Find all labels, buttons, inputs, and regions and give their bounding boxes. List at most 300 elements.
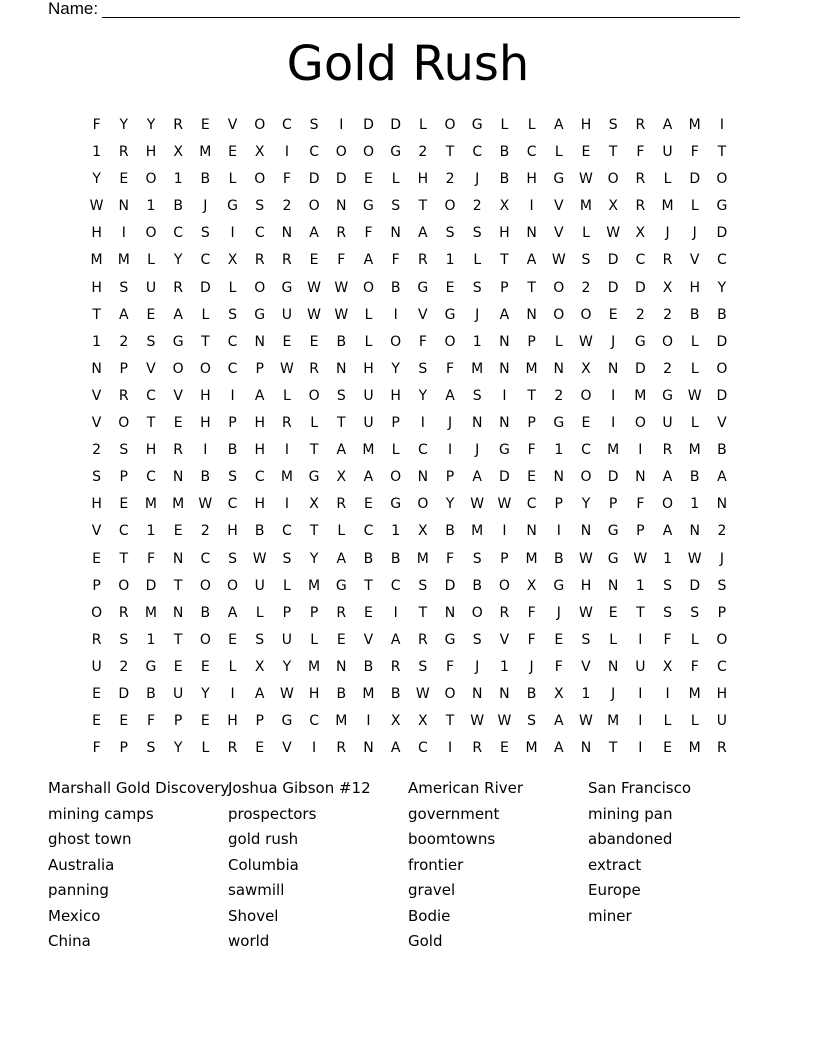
grid-cell: F xyxy=(527,442,536,459)
grid-cell: N xyxy=(471,685,483,702)
grid-cell: S xyxy=(92,469,102,486)
grid-cell: L xyxy=(228,279,237,296)
grid-cell: C xyxy=(417,442,428,459)
grid-cell: N xyxy=(417,469,429,486)
grid-cell: G xyxy=(145,658,157,675)
grid-cell: S xyxy=(255,198,265,215)
grid-cell: O xyxy=(199,577,211,594)
grid-cell: A xyxy=(118,306,129,323)
grid-cell: M xyxy=(308,577,321,594)
grid-cell: F xyxy=(146,713,155,730)
grid-cell: C xyxy=(282,117,292,133)
grid-cell: N xyxy=(471,415,483,432)
grid-cell: B xyxy=(336,685,347,702)
grid-cell: I xyxy=(638,442,643,459)
grid-cell: S xyxy=(717,577,727,594)
word-list-item: government xyxy=(408,804,500,823)
grid-cell: Y xyxy=(445,496,455,513)
word-list-item: miner xyxy=(588,906,632,925)
name-underline[interactable] xyxy=(102,2,740,18)
grid-cell: C xyxy=(227,333,238,350)
grid-cell: N xyxy=(91,360,102,377)
grid-cell: O xyxy=(362,279,374,296)
grid-cell: W xyxy=(415,685,430,702)
grid-cell: T xyxy=(92,306,101,323)
grid-cell: X xyxy=(418,523,428,540)
grid-cell: O xyxy=(417,496,429,513)
grid-cell: T xyxy=(309,442,319,459)
grid-cell: L xyxy=(690,713,699,730)
grid-cell: J xyxy=(556,604,561,621)
grid-cell: X xyxy=(336,469,347,486)
grid-cell: H xyxy=(91,496,102,513)
grid-cell: N xyxy=(336,360,347,377)
grid-cell: L xyxy=(690,415,699,432)
grid-cell: J xyxy=(611,333,616,350)
grid-cell: P xyxy=(309,604,319,621)
grid-cell: M xyxy=(362,685,375,702)
grid-cell: X xyxy=(227,252,238,269)
grid-cell: O xyxy=(607,171,619,188)
grid-cell: I xyxy=(529,198,534,215)
grid-cell: J xyxy=(475,171,480,188)
letter-grid xyxy=(83,112,736,762)
grid-cell: W xyxy=(198,496,213,513)
grid-cell: C xyxy=(227,496,238,513)
word-list-item: panning xyxy=(48,881,109,899)
grid-cell: N xyxy=(254,333,265,350)
grid-cell: E xyxy=(499,740,509,757)
grid-cell: S xyxy=(663,577,672,594)
grid-cell: B xyxy=(553,550,564,567)
grid-cell: R xyxy=(173,117,184,133)
grid-cell: S xyxy=(690,604,700,621)
page-title: Gold Rush xyxy=(286,36,530,92)
grid-cell: N xyxy=(607,577,619,594)
grid-cell: B xyxy=(526,685,537,702)
grid-cell: L xyxy=(473,252,482,269)
grid-cell: D xyxy=(716,387,728,404)
grid-cell: Y xyxy=(717,279,727,296)
grid-cell: Y xyxy=(201,685,210,702)
word-list-item: mining camps xyxy=(48,804,154,823)
grid-cell: H xyxy=(716,685,728,702)
word-list-item: sawmill xyxy=(228,881,285,899)
word-list-item: abandoned xyxy=(588,830,673,848)
grid-cell: O xyxy=(390,333,402,350)
grid-cell: N xyxy=(172,550,184,567)
grid-cell: L xyxy=(690,198,699,215)
grid-cell: L xyxy=(663,713,672,730)
grid-cell: T xyxy=(364,577,373,594)
grid-cell: O xyxy=(390,469,402,486)
grid-cell: P xyxy=(92,577,101,594)
grid-cell: M xyxy=(661,198,674,215)
grid-cell: R xyxy=(336,740,347,757)
grid-cell: E xyxy=(282,333,292,350)
grid-cell: W xyxy=(687,550,702,567)
grid-cell: O xyxy=(118,415,130,432)
grid-cell: 2 xyxy=(92,442,102,459)
grid-cell: M xyxy=(90,252,103,269)
grid-cell: R xyxy=(91,631,102,648)
grid-cell: G xyxy=(254,306,266,323)
grid-cell: Y xyxy=(282,658,292,675)
grid-cell: D xyxy=(634,360,646,377)
grid-cell: F xyxy=(364,225,373,242)
grid-cell: N xyxy=(553,469,565,486)
grid-cell: T xyxy=(608,740,618,757)
grid-cell: M xyxy=(525,740,538,757)
grid-cell: H xyxy=(91,225,102,242)
grid-cell: V xyxy=(717,415,727,432)
grid-cell: M xyxy=(144,604,158,621)
grid-cell: F xyxy=(282,171,291,188)
grid-cell: N xyxy=(553,360,565,377)
grid-cell: S xyxy=(336,387,346,404)
grid-cell: D xyxy=(499,469,510,486)
grid-cell: N xyxy=(499,333,510,350)
grid-cell: Y xyxy=(391,360,400,377)
grid-cell: E xyxy=(663,740,672,757)
grid-cell: A xyxy=(173,306,183,323)
grid-cell: B xyxy=(200,469,211,486)
grid-cell: 2 xyxy=(119,658,129,675)
grid-cell: B xyxy=(689,306,700,323)
word-list-item: American River xyxy=(408,779,524,797)
grid-cell: M xyxy=(579,198,593,215)
grid-cell: S xyxy=(418,658,428,675)
grid-cell: N xyxy=(689,523,700,540)
grid-cell: Y xyxy=(418,387,428,404)
grid-cell: P xyxy=(500,550,509,567)
grid-cell: B xyxy=(254,523,265,540)
grid-cell: Y xyxy=(119,117,129,133)
grid-cell: V xyxy=(146,360,156,377)
grid-cell: R xyxy=(472,740,483,757)
grid-cell: T xyxy=(418,604,428,621)
grid-cell: B xyxy=(200,604,211,621)
grid-cell: J xyxy=(203,198,208,215)
grid-cell: H xyxy=(254,496,265,513)
grid-cell: V xyxy=(581,658,591,675)
grid-cell: D xyxy=(716,333,728,350)
grid-cell: E xyxy=(200,658,210,675)
grid-cell: M xyxy=(117,252,130,269)
grid-cell: G xyxy=(390,144,402,161)
grid-cell: O xyxy=(362,144,374,161)
grid-cell: O xyxy=(199,631,211,648)
grid-cell: G xyxy=(227,198,238,215)
grid-cell: F xyxy=(337,252,346,269)
grid-cell: B xyxy=(227,442,238,459)
grid-cell: 1 xyxy=(391,523,401,540)
grid-cell: L xyxy=(364,333,373,350)
grid-cell: C xyxy=(472,144,483,161)
grid-cell: F xyxy=(418,333,427,350)
grid-cell: P xyxy=(554,496,563,513)
grid-cell: O xyxy=(118,577,130,594)
grid-cell: P xyxy=(527,415,536,432)
grid-cell: C xyxy=(635,252,646,269)
grid-cell: E xyxy=(309,333,319,350)
grid-cell: I xyxy=(611,387,616,404)
grid-cell: M xyxy=(308,658,321,675)
grid-cell: B xyxy=(363,550,374,567)
grid-cell: M xyxy=(471,360,484,377)
grid-cell: S xyxy=(200,225,210,242)
grid-cell: A xyxy=(336,442,347,459)
grid-cell: J xyxy=(692,225,697,242)
grid-cell: E xyxy=(364,604,373,621)
grid-cell: O xyxy=(199,360,211,377)
grid-cell: E xyxy=(200,117,210,133)
grid-cell: O xyxy=(227,577,239,594)
grid-cell: H xyxy=(145,144,157,161)
grid-cell: W xyxy=(334,306,349,323)
grid-cell: L xyxy=(582,225,590,242)
grid-cell: J xyxy=(475,658,480,675)
grid-cell: F xyxy=(446,658,455,675)
grid-cell: N xyxy=(716,496,728,513)
grid-cell: L xyxy=(255,604,264,621)
grid-cell: E xyxy=(146,306,156,323)
grid-cell: A xyxy=(363,252,374,269)
grid-cell: B xyxy=(173,198,183,215)
grid-cell: O xyxy=(444,333,456,350)
grid-cell: C xyxy=(146,387,156,404)
grid-cell: R xyxy=(662,442,673,459)
grid-cell: S xyxy=(146,333,156,350)
grid-cell: G xyxy=(634,333,646,350)
grid-cell: J xyxy=(475,442,480,459)
grid-cell: S xyxy=(472,225,482,242)
grid-cell: U xyxy=(363,387,374,404)
grid-cell: N xyxy=(336,198,347,215)
grid-cell: B xyxy=(499,144,510,161)
grid-cell: X xyxy=(254,658,265,675)
grid-cell: X xyxy=(581,360,591,377)
grid-cell: 2 xyxy=(119,333,129,350)
grid-cell: U xyxy=(662,144,673,161)
word-list-item: San Francisco xyxy=(588,779,692,797)
grid-cell: A xyxy=(336,550,347,567)
grid-cell: R xyxy=(309,360,319,377)
grid-cell: E xyxy=(119,713,129,730)
grid-cell: T xyxy=(201,333,210,350)
grid-cell: 1 xyxy=(663,550,672,567)
grid-cell: R xyxy=(173,442,184,459)
grid-cell: I xyxy=(420,415,425,432)
grid-cell: Y xyxy=(581,496,591,513)
grid-cell: F xyxy=(636,144,645,161)
grid-cell: 2 xyxy=(635,306,645,323)
grid-cell: R xyxy=(118,387,129,404)
grid-cell: G xyxy=(308,469,320,486)
grid-cell: L xyxy=(283,577,291,594)
grid-cell: W xyxy=(470,713,485,730)
grid-cell: U xyxy=(662,415,673,432)
grid-cell: W xyxy=(687,387,702,404)
grid-cell: H xyxy=(200,387,211,404)
grid-cell: D xyxy=(444,577,456,594)
grid-cell: V xyxy=(227,117,238,133)
grid-cell: W xyxy=(307,279,322,296)
grid-cell: S xyxy=(581,631,591,648)
grid-cell: R xyxy=(118,144,129,161)
grid-cell: I xyxy=(230,225,235,242)
grid-cell: M xyxy=(607,442,620,459)
grid-cell: L xyxy=(554,144,563,161)
grid-cell: R xyxy=(717,740,727,757)
grid-cell: C xyxy=(173,225,184,242)
grid-cell: N xyxy=(635,469,646,486)
grid-cell: I xyxy=(284,496,289,513)
grid-cell: G xyxy=(363,198,374,215)
grid-cell: W xyxy=(307,306,322,323)
grid-cell: I xyxy=(638,713,643,730)
grid-cell: I xyxy=(121,225,126,242)
grid-cell: O xyxy=(172,360,184,377)
grid-cell: I xyxy=(230,387,235,404)
grid-cell: A xyxy=(390,631,401,648)
grid-cell: N xyxy=(499,360,510,377)
grid-cell: I xyxy=(719,117,724,133)
grid-cell: I xyxy=(393,306,398,323)
grid-cell: O xyxy=(145,171,157,188)
grid-cell: 2 xyxy=(282,198,292,215)
word-list-item: boomtowns xyxy=(408,830,496,848)
grid-cell: O xyxy=(580,469,592,486)
word-list-item: extract xyxy=(588,855,642,874)
grid-cell: L xyxy=(554,333,563,350)
grid-cell: B xyxy=(363,658,374,675)
grid-cell: C xyxy=(146,469,156,486)
grid-cell: R xyxy=(499,604,510,621)
grid-cell: P xyxy=(282,604,292,621)
grid-cell: V xyxy=(553,225,564,242)
grid-cell: H xyxy=(145,442,157,459)
grid-cell: W xyxy=(279,360,294,377)
grid-cell: A xyxy=(390,740,401,757)
word-list-item: gold rush xyxy=(228,830,299,848)
grid-cell: E xyxy=(581,144,591,161)
grid-cell: P xyxy=(445,469,455,486)
grid-cell: E xyxy=(92,713,102,730)
grid-cell: W xyxy=(497,496,512,513)
grid-cell: J xyxy=(719,550,724,567)
grid-cell: O xyxy=(335,144,347,161)
grid-cell: J xyxy=(447,415,453,432)
grid-cell: S xyxy=(445,225,455,242)
grid-cell: N xyxy=(526,306,537,323)
grid-cell: S xyxy=(418,577,428,594)
grid-cell: U xyxy=(716,713,728,730)
grid-cell: E xyxy=(200,713,210,730)
grid-cell: R xyxy=(336,496,347,513)
grid-cell: W xyxy=(279,685,294,702)
grid-cell: V xyxy=(689,252,700,269)
grid-cell: R xyxy=(390,658,401,675)
grid-cell: C xyxy=(227,360,238,377)
grid-cell: E xyxy=(336,631,346,648)
grid-cell: O xyxy=(444,117,456,133)
grid-cell: A xyxy=(309,225,319,242)
grid-cell: E xyxy=(527,469,537,486)
grid-cell: T xyxy=(309,523,319,540)
grid-cell: R xyxy=(635,117,646,133)
grid-cell: L xyxy=(663,171,672,188)
grid-cell: O xyxy=(580,387,592,404)
grid-cell: M xyxy=(471,523,484,540)
name-field[interactable] xyxy=(48,0,740,18)
grid-cell: W xyxy=(89,198,104,215)
grid-cell: F xyxy=(146,550,155,567)
grid-cell: P xyxy=(636,523,645,540)
grid-cell: W xyxy=(334,279,349,296)
grid-cell: D xyxy=(689,577,701,594)
grid-cell: I xyxy=(284,442,289,459)
grid-cell: F xyxy=(92,740,101,757)
grid-cell: M xyxy=(172,496,185,513)
grid-cell: H xyxy=(91,279,102,296)
grid-cell: O xyxy=(662,333,674,350)
grid-cell: M xyxy=(280,469,293,486)
grid-cell: A xyxy=(254,387,265,404)
grid-cell: A xyxy=(717,469,727,486)
grid-cell: R xyxy=(282,415,292,432)
grid-cell: L xyxy=(690,360,699,377)
grid-cell: 1 xyxy=(554,442,564,459)
grid-cell: M xyxy=(688,117,701,133)
grid-cell: U xyxy=(281,631,293,648)
grid-cell: P xyxy=(391,415,400,432)
grid-cell: P xyxy=(119,360,128,377)
grid-cell: I xyxy=(447,442,453,459)
grid-cell: A xyxy=(526,252,537,269)
grid-cell: 2 xyxy=(581,279,591,296)
grid-cell: U xyxy=(281,306,293,323)
grid-cell: G xyxy=(172,333,184,350)
word-list-item: Europe xyxy=(588,881,641,899)
grid-cell: A xyxy=(662,523,673,540)
grid-cell: M xyxy=(525,550,538,567)
grid-cell: F xyxy=(554,658,563,675)
grid-cell: O xyxy=(444,685,456,702)
grid-cell: L xyxy=(228,171,237,188)
grid-cell: D xyxy=(363,117,374,133)
grid-cell: E xyxy=(581,415,591,432)
grid-cell: H xyxy=(526,171,537,188)
grid-cell: X xyxy=(173,144,183,161)
grid-cell: S xyxy=(663,604,672,621)
grid-cell: A xyxy=(445,387,455,404)
grid-cell: G xyxy=(553,171,565,188)
grid-cell: C xyxy=(363,523,374,540)
grid-cell: T xyxy=(337,415,346,432)
grid-cell: X xyxy=(662,658,673,675)
grid-cell: X xyxy=(526,577,537,594)
grid-cell: D xyxy=(308,171,320,188)
grid-cell: F xyxy=(636,496,645,513)
grid-cell: J xyxy=(529,658,534,675)
grid-cell: X xyxy=(608,198,618,215)
grid-cell: A xyxy=(662,117,673,133)
grid-cell: D xyxy=(634,279,646,296)
grid-cell: 2 xyxy=(472,198,482,215)
grid-cell: S xyxy=(472,279,482,296)
grid-cell: G xyxy=(471,117,483,133)
